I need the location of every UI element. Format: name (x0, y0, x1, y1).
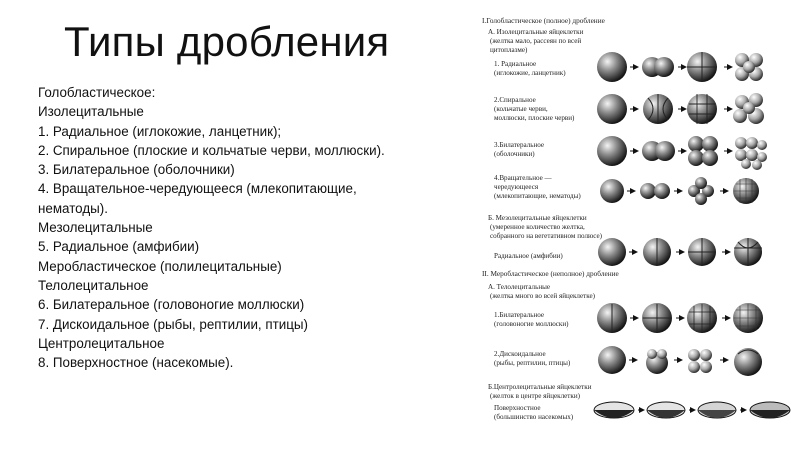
section-holoblastic-title: I.Голобластическое (полное) дробление (482, 16, 605, 25)
row-label: 1.Билатеральное (494, 311, 545, 319)
list-line: Изолецитальные (38, 104, 144, 120)
row-spiral (494, 93, 764, 124)
cleavage-diagram-svg (472, 8, 800, 448)
list-line: 8. Поверхностное (насекомые). (38, 355, 234, 371)
cleavage-types-list (38, 83, 458, 372)
group-a-title: (желтка мало, рассеян по всей (490, 37, 582, 45)
centrolecithal-title: (желток в центре яйцеклетки) (490, 392, 580, 400)
list-line: 1. Радиальное (иглокожие, ланцетник); (38, 123, 282, 139)
group-b-title: собранного на вегетативном полюсе) (490, 232, 603, 240)
list-line: 6. Билатеральное (головоногие моллюски) (38, 297, 305, 313)
telolecithal-title: А. Телолецитальные (488, 283, 551, 291)
row-bilateral (494, 136, 767, 170)
list-line: 3. Билатеральное (оболочники) (38, 162, 235, 178)
centrolecithal-title: Б.Центролецитальные яйцеклетки (488, 383, 592, 391)
row-label: 1. Радиальное (494, 60, 537, 68)
row-label: (рыбы, рептилии, птицы) (494, 359, 571, 367)
row-label: чередующееся (494, 183, 539, 191)
section-meroblastic-title: II. Меробластическое (неполное) дробление (482, 269, 619, 278)
row-discoidal (494, 346, 762, 376)
group-a-title: А. Изолецитальные яйцеклетки (488, 28, 584, 36)
row-rotational (494, 174, 759, 205)
row-bilateral-cephalopod (494, 303, 763, 333)
row-label: 3.Билатеральное (494, 141, 545, 149)
row-label: моллюски, плоские черви) (494, 114, 575, 122)
slide-title: Типы дробления (64, 18, 390, 65)
row-label: (большинство насекомых) (494, 413, 574, 421)
row-label: 2.Дискоидальное (494, 350, 546, 358)
row-label: 4.Вращательное — (494, 174, 552, 182)
row-label: (головоногие моллюски) (494, 320, 569, 328)
list-line: Мезолецитальные (38, 220, 153, 236)
row-label: (кольчатые черви, (494, 105, 548, 113)
list-line: нематоды). (38, 200, 108, 216)
list-line: 2. Спиральное (плоские и кольчатые черви, моллюски). (38, 142, 385, 158)
list-line: Телолецитальное (38, 277, 149, 293)
list-line: Центролецитальное (38, 335, 165, 351)
list-line: 7. Дискоидальное (рыбы, рептилии, птицы) (38, 316, 308, 332)
zygote-cell (597, 52, 627, 82)
row-label: Радиальное (амфибии) (494, 252, 563, 260)
list-line: 4. Вращательное-чередующееся (млекопитающие, (38, 181, 357, 197)
blastomere (654, 57, 674, 77)
cleavage-diagram (472, 8, 800, 448)
list-line: 5. Радиальное (амфибии) (38, 239, 200, 255)
group-a-title: цитоплазме) (490, 46, 528, 54)
row-label: (млекопитающие, нематоды) (494, 192, 581, 200)
row-label: (оболочники) (494, 150, 535, 158)
telolecithal-title: (желтка много во всей яйцеклетке) (490, 292, 596, 300)
group-b-title: Б. Мезолецитальные яйцеклетки (488, 214, 587, 222)
row-radial (494, 52, 763, 82)
row-label: 2.Спиральное (494, 96, 536, 104)
group-b-title: (умеренное количество желтка, (490, 223, 585, 231)
list-line: Голобластическое: (38, 85, 156, 100)
row-label: Поверхностное (494, 404, 541, 412)
row-amphibian (494, 238, 762, 266)
row-label: (иглокожие, ланцетник) (494, 69, 566, 77)
row-superficial (494, 402, 790, 421)
list-line: Меробластическое (полилецитальные) (38, 258, 282, 274)
